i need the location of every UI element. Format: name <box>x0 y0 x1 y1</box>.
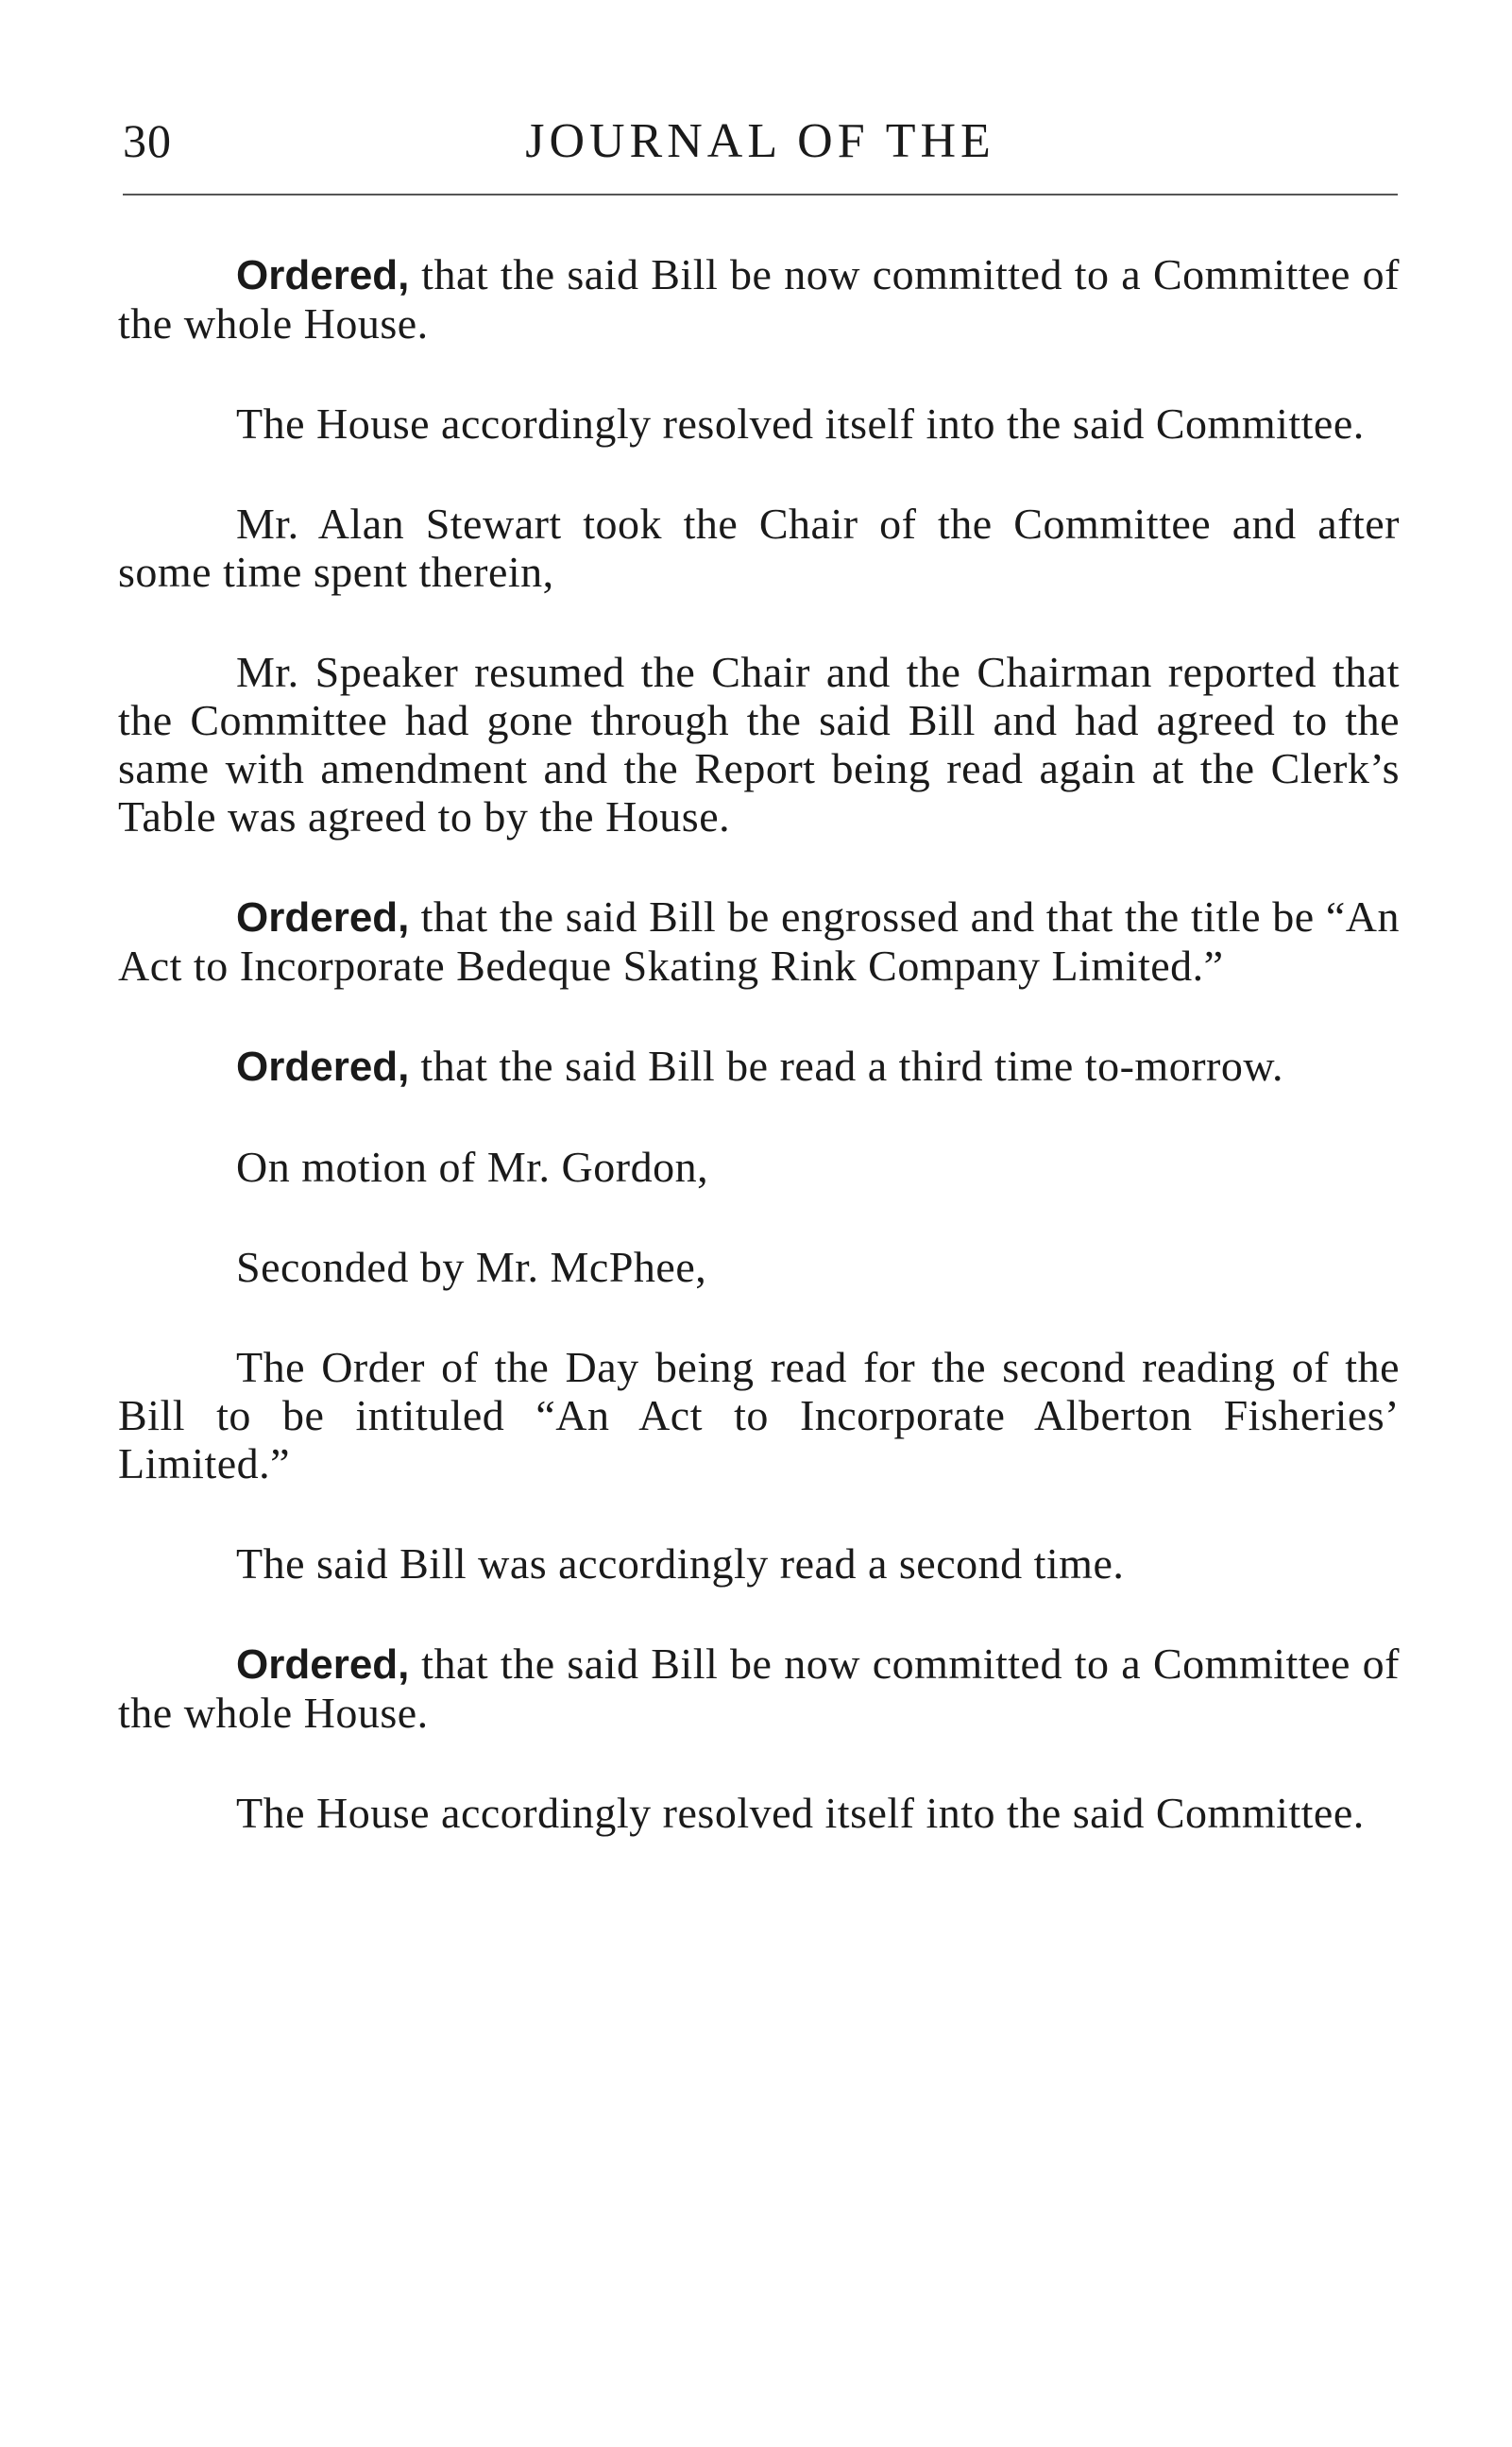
paragraph <box>118 1789 1400 1837</box>
paragraph <box>118 1243 1400 1291</box>
paragraph-text: that the said Bill be now committed to a Committee of the whole House. <box>118 1640 1400 1737</box>
paragraph <box>118 500 1400 596</box>
paragraph-text: Mr. Alan Stewart took the Chair of the Committee and after some time spent therein, <box>118 500 1400 596</box>
paragraph <box>118 1640 1400 1737</box>
paragraph-text: The said Bill was accordingly read a second time. <box>236 1539 1125 1588</box>
paragraph-text: that the said Bill be engrossed and that the title be “An Act to Incorporate Bedeque Skating Rink Company Limited.” <box>118 892 1400 990</box>
paragraph <box>118 1539 1400 1588</box>
paragraph <box>118 1343 1400 1487</box>
page-number: 30 <box>123 114 172 167</box>
paragraph <box>118 648 1400 841</box>
paragraph <box>118 1042 1400 1091</box>
paragraph-text: On motion of Mr. Gordon, <box>236 1143 709 1191</box>
ordered-lead: Ordered, <box>236 252 410 298</box>
paragraph-text: that the said Bill be now committed to a Committee of the whole House. <box>118 250 1400 348</box>
paragraph-text: Mr. Speaker resumed the Chair and the Chairman reported that the Committee had gone through the said Bill and had agreed to the same with amendment and the Report being read again at the Clerk’s Table was agreed to by the House. <box>118 648 1400 841</box>
paragraph <box>118 399 1400 448</box>
paragraph-text: that the said Bill be read a third time to-morrow. <box>409 1042 1284 1090</box>
paragraph-text: The House accordingly resolved itself into the said Committee. <box>236 1789 1365 1837</box>
paragraph-text: Seconded by Mr. McPhee, <box>236 1243 707 1291</box>
ordered-lead: Ordered, <box>236 1641 410 1688</box>
paragraph <box>118 892 1400 990</box>
ordered-lead: Ordered, <box>236 1044 410 1090</box>
paragraph <box>118 250 1400 348</box>
header-rule <box>123 194 1398 195</box>
paragraph-text: The Order of the Day being read for the second reading of the Bill to be intituled “An Act to Incorporate Alberton Fisheries’ Limited.” <box>118 1343 1400 1487</box>
page-header <box>123 113 1398 179</box>
journal-body <box>118 250 1400 1889</box>
paragraph <box>118 1143 1400 1191</box>
ordered-lead: Ordered, <box>236 894 410 941</box>
running-title: JOURNAL OF THE <box>525 114 995 168</box>
paragraph-text: The House accordingly resolved itself into the said Committee. <box>236 399 1365 448</box>
